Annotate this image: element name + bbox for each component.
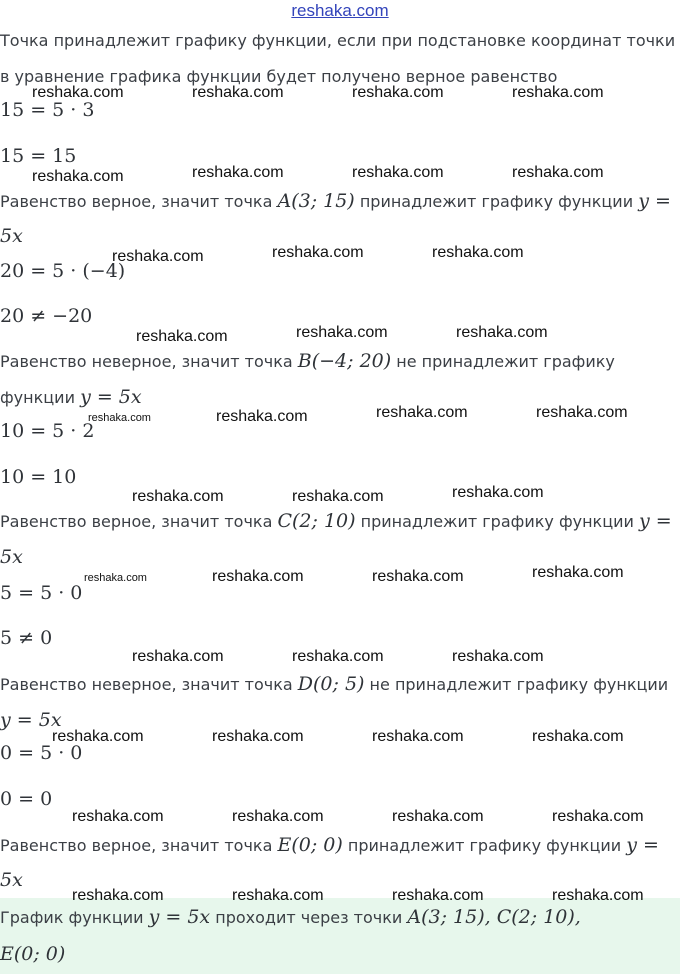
watermark: reshaka.com — [392, 808, 484, 825]
watermark: reshaka.com — [272, 244, 364, 261]
watermark: reshaka.com — [212, 728, 304, 745]
point-d-result: 5 ≠ 0 — [0, 627, 53, 649]
watermark: reshaka.com — [352, 164, 444, 181]
watermark: reshaka.com — [532, 564, 624, 581]
watermark: reshaka.com — [392, 887, 484, 904]
point-c-result: 10 = 10 — [0, 466, 77, 488]
watermark: reshaka.com — [232, 887, 324, 904]
site-link[interactable]: reshaka.com — [291, 1, 389, 20]
watermark: reshaka.com — [512, 84, 604, 101]
watermark: reshaka.com — [292, 488, 384, 505]
watermark: reshaka.com — [552, 887, 644, 904]
watermark: reshaka.com — [192, 164, 284, 181]
watermark: reshaka.com — [512, 164, 604, 181]
watermark: reshaka.com — [372, 728, 464, 745]
intro-line-2: в уравнение графика функции будет получено верное равенство — [0, 67, 558, 86]
watermark: reshaka.com — [32, 84, 124, 101]
watermark: reshaka.com — [232, 808, 324, 825]
point-d-equation: 5 = 5 · 0 — [0, 582, 83, 604]
answer-line-1: График функции y = 5x проходит через точки A(3; 15), C(2; 10), — [0, 906, 581, 928]
watermark: reshaka.com — [136, 328, 228, 345]
watermark: reshaka.com — [452, 648, 544, 665]
point-e-function: 5x — [0, 869, 23, 891]
intro-line-1: Точка принадлежит графику функции, если при подстановке координат точки — [0, 31, 676, 50]
point-a-function: 5x — [0, 225, 23, 247]
point-c-function: 5x — [0, 546, 23, 568]
watermark: reshaka.com — [292, 648, 384, 665]
watermark: reshaka.com — [456, 324, 548, 341]
watermark: reshaka.com — [212, 568, 304, 585]
watermark: reshaka.com — [112, 248, 204, 265]
watermark: reshaka.com — [72, 808, 164, 825]
watermark: reshaka.com — [88, 412, 151, 424]
point-e-conclusion: Равенство верное, значит точка E(0; 0) принадлежит графику функции y = — [0, 834, 659, 856]
watermark: reshaka.com — [84, 572, 147, 584]
answer-line-2: E(0; 0) — [0, 943, 66, 965]
watermark: reshaka.com — [72, 887, 164, 904]
watermark: reshaka.com — [372, 568, 464, 585]
watermark: reshaka.com — [52, 728, 144, 745]
point-b-result: 20 ≠ −20 — [0, 305, 93, 327]
point-e-equation: 0 = 5 · 0 — [0, 742, 83, 764]
watermark: reshaka.com — [376, 404, 468, 421]
watermark: reshaka.com — [536, 404, 628, 421]
watermark: reshaka.com — [432, 244, 524, 261]
point-a-result: 15 = 15 — [0, 145, 77, 167]
point-c-equation: 10 = 5 · 2 — [0, 420, 95, 442]
point-c-conclusion: Равенство верное, значит точка C(2; 10) принадлежит графику функции y = — [0, 510, 672, 532]
watermark: reshaka.com — [352, 84, 444, 101]
point-d-conclusion: Равенство неверное, значит точка D(0; 5) не принадлежит графику функции — [0, 673, 669, 695]
watermark: reshaka.com — [192, 84, 284, 101]
point-a-conclusion: Равенство верное, значит точка A(3; 15) принадлежит графику функции y = — [0, 190, 671, 212]
point-d-function: y = 5x — [0, 709, 62, 731]
watermark: reshaka.com — [532, 728, 624, 745]
point-b-function: функции y = 5x — [0, 386, 142, 408]
watermark: reshaka.com — [132, 488, 224, 505]
answer-box — [0, 898, 680, 974]
point-b-conclusion: Равенство неверное, значит точка B(−4; 20) не принадлежит графику — [0, 350, 615, 372]
watermark: reshaka.com — [296, 324, 388, 341]
watermark: reshaka.com — [552, 808, 644, 825]
watermark: reshaka.com — [132, 648, 224, 665]
watermark: reshaka.com — [452, 484, 544, 501]
point-e-result: 0 = 0 — [0, 788, 53, 810]
watermark: reshaka.com — [32, 168, 124, 185]
point-b-equation: 20 = 5 · (−4) — [0, 260, 126, 282]
watermark: reshaka.com — [216, 408, 308, 425]
point-a-equation: 15 = 5 · 3 — [0, 99, 95, 121]
